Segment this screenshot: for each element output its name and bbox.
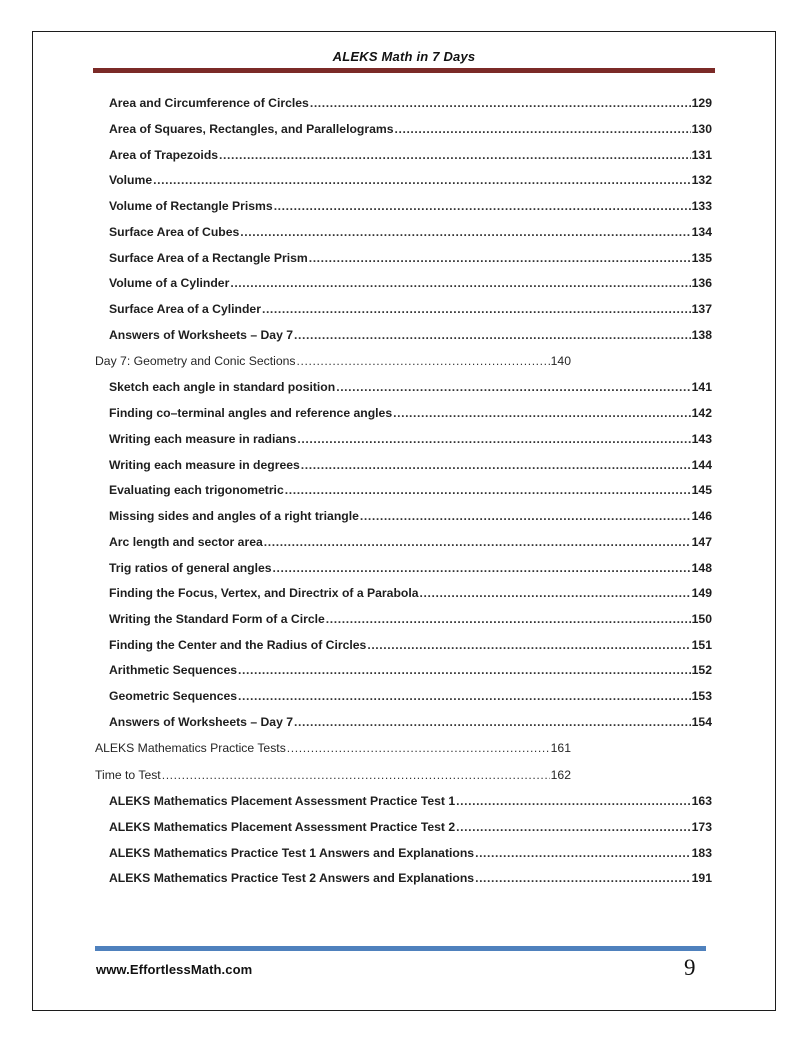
header-rule xyxy=(93,68,715,73)
toc-entry-arc-length[interactable]: Arc length and sector area ..... 147 xyxy=(109,533,712,551)
toc-entry-practice-tests[interactable]: ALEKS Mathematics Practice Tests ..... 161 xyxy=(95,739,571,757)
toc-entry-volume-cylinder[interactable]: Volume of a Cylinder ..... 136 xyxy=(109,274,712,292)
running-header-title: ALEKS Math in 7 Days xyxy=(332,49,476,64)
toc-entry-right-triangle[interactable]: Missing sides and angles of a right triangle ..... 146 xyxy=(109,507,712,525)
toc-entry-surface-area-cylinder[interactable]: Surface Area of a Cylinder ..... 137 xyxy=(109,300,712,318)
toc-entry-area-trapezoids[interactable]: Area of Trapezoids ..... 131 xyxy=(109,146,712,164)
toc-entry-time-to-test[interactable]: Time to Test ..... 162 xyxy=(95,766,571,784)
toc-entry-trig-ratios[interactable]: Trig ratios of general angles ..... 148 xyxy=(109,559,712,577)
toc-entry-volume-rectangle-prisms[interactable]: Volume of Rectangle Prisms ..... 133 xyxy=(109,197,712,215)
toc-entry-test-1-answers[interactable]: ALEKS Mathematics Practice Test 1 Answers and Explanations ..... 183 xyxy=(109,844,712,862)
toc-entry-standard-form-circle[interactable]: Writing the Standard Form of a Circle ..... 150 xyxy=(109,610,712,628)
toc-entry-volume[interactable]: Volume ..... 132 xyxy=(109,171,712,189)
toc-entry-surface-area-rectangle-prism[interactable]: Surface Area of a Rectangle Prism ..... 135 xyxy=(109,249,712,267)
toc-entry-parabola[interactable]: Finding the Focus, Vertex, and Directrix of a Parabola ..... 149 xyxy=(109,584,712,602)
toc-entry-sketch-angle[interactable]: Sketch each angle in standard position ..... 141 xyxy=(109,378,712,396)
toc-entry-placement-test-2[interactable]: ALEKS Mathematics Placement Assessment Practice Test 2 ..... 173 xyxy=(109,818,712,836)
toc-entry-surface-area-cubes[interactable]: Surface Area of Cubes ..... 134 xyxy=(109,223,712,241)
footer-rule xyxy=(95,946,706,951)
footer-website: www.EffortlessMath.com xyxy=(96,962,253,977)
toc-entry-area-squares-rectangles[interactable]: Area of Squares, Rectangles, and Parallelograms ..... 130 xyxy=(109,120,712,138)
toc-entry-day7-geometry-conic[interactable]: Day 7: Geometry and Conic Sections ..... 140 xyxy=(95,352,571,370)
toc-entry-arithmetic-sequences[interactable]: Arithmetic Sequences ..... 152 xyxy=(109,661,712,679)
toc-entry-answers-day7-b[interactable]: Answers of Worksheets – Day 7 ..... 154 xyxy=(109,713,712,731)
toc-entry-center-radius[interactable]: Finding the Center and the Radius of Circles ..... 151 xyxy=(109,636,712,654)
toc-entry-measure-degrees[interactable]: Writing each measure in degrees ..... 144 xyxy=(109,456,712,474)
toc-entry-evaluating-trig[interactable]: Evaluating each trigonometric ..... 145 xyxy=(109,481,712,499)
toc-entry-measure-radians[interactable]: Writing each measure in radians ..... 143 xyxy=(109,430,712,448)
toc-entry-test-2-answers[interactable]: ALEKS Mathematics Practice Test 2 Answers and Explanations ..... 191 xyxy=(109,869,712,887)
toc-entry-area-circumference-circles[interactable]: Area and Circumference of Circles ..... 129 xyxy=(109,94,712,112)
footer-page-number: 9 xyxy=(684,955,696,980)
toc-entry-coterminal-angles[interactable]: Finding co–terminal angles and reference angles ..... 142 xyxy=(109,404,712,422)
toc-entry-geometric-sequences[interactable]: Geometric Sequences ..... 153 xyxy=(109,687,712,705)
toc-entry-answers-day7-a[interactable]: Answers of Worksheets – Day 7 ..... 138 xyxy=(109,326,712,344)
toc-entry-placement-test-1[interactable]: ALEKS Mathematics Placement Assessment Practice Test 1 ..... 163 xyxy=(109,792,712,810)
